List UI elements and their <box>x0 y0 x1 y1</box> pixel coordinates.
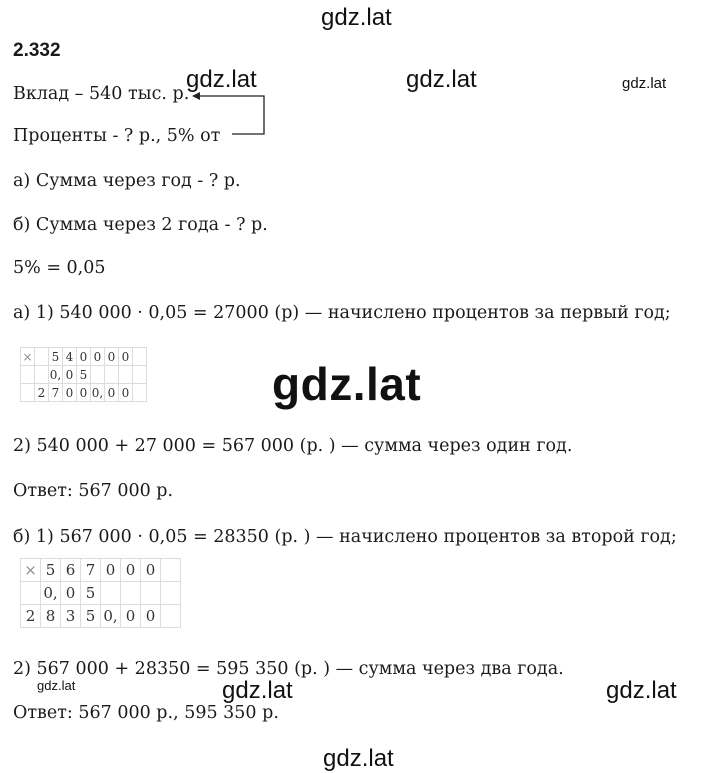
table-cell <box>133 384 147 402</box>
table-cell <box>35 366 49 384</box>
watermark: gdz.lat <box>37 678 76 693</box>
table-cell <box>21 366 35 384</box>
table-cell <box>133 366 147 384</box>
multiplication-table-b <box>20 558 181 628</box>
part-a-answer: Ответ: 567 000 р. <box>13 481 174 501</box>
table-cell: 2 <box>35 384 49 402</box>
table-cell: 0 <box>101 559 121 582</box>
table-cell <box>161 605 181 628</box>
part-b-step1: б) 1) 567 000 · 0,05 = 28350 (р. ) — начислено процентов за второй год; <box>13 527 677 547</box>
table-cell: 7 <box>81 559 101 582</box>
given-interest: Проценты - ? р., 5% от <box>13 126 221 146</box>
table-cell: 0 <box>105 384 119 402</box>
table-cell: 8 <box>41 605 61 628</box>
watermark: gdz.lat <box>606 677 677 704</box>
table-cell: 0 <box>121 605 141 628</box>
table-cell: 5 <box>81 605 101 628</box>
watermark: gdz.lat <box>186 66 257 93</box>
table-cell <box>119 366 133 384</box>
percent-conversion: 5% = 0,05 <box>13 258 106 278</box>
question-b: б) Сумма через 2 года - ? р. <box>13 215 268 235</box>
part-b-answer: Ответ: 567 000 р., 595 350 р. <box>13 703 279 723</box>
table-cell: 0 <box>77 384 91 402</box>
table-cell: 0, <box>91 385 104 400</box>
table-cell <box>141 582 161 605</box>
multiply-sign: × <box>22 349 33 364</box>
watermark: gdz.lat <box>406 66 477 93</box>
table-cell: 4 <box>63 348 77 366</box>
table-cell: 0 <box>77 348 91 366</box>
table-cell: 0 <box>119 384 133 402</box>
multiply-sign: × <box>21 559 41 582</box>
watermark: gdz.lat <box>222 677 293 704</box>
table-cell: 0 <box>121 559 141 582</box>
table-cell <box>105 366 119 384</box>
table-cell: 3 <box>61 605 81 628</box>
table-cell <box>161 559 181 582</box>
table-cell: 0 <box>63 384 77 402</box>
table-cell <box>121 582 141 605</box>
table-cell: 5 <box>49 348 63 366</box>
watermark: gdz.lat <box>622 75 667 92</box>
table-cell: 5 <box>77 366 91 384</box>
part-a-step1: а) 1) 540 000 · 0,05 = 27000 (р) — начислено процентов за первый год; <box>13 303 671 323</box>
table-cell: 6 <box>61 559 81 582</box>
table-cell: 0 <box>91 348 105 366</box>
question-a: а) Сумма через год - ? р. <box>13 171 241 191</box>
table-cell: 0 <box>105 348 119 366</box>
table-cell: 5 <box>41 559 61 582</box>
table-cell: 0, <box>101 605 121 628</box>
table-cell: 0 <box>119 348 133 366</box>
table-cell <box>101 582 121 605</box>
table-cell <box>161 582 181 605</box>
table-cell: 0, <box>49 367 62 382</box>
problem-number: 2.332 <box>13 40 61 61</box>
table-cell: 0 <box>141 559 161 582</box>
table-cell <box>21 384 35 402</box>
table-cell: 0, <box>41 582 61 605</box>
table-cell: 0 <box>63 366 77 384</box>
multiplication-table-a <box>20 347 147 402</box>
table-cell <box>21 582 41 605</box>
watermark: gdz.lat <box>323 745 394 772</box>
table-cell: 7 <box>49 384 63 402</box>
watermark: gdz.lat <box>321 4 392 31</box>
table-cell: 5 <box>81 582 101 605</box>
table-cell: 0 <box>61 582 81 605</box>
table-cell <box>91 366 105 384</box>
watermark-large: gdz.lat <box>272 358 422 410</box>
part-b-step2: 2) 567 000 + 28350 = 595 350 (р. ) — сумма через два года. <box>13 659 564 679</box>
table-cell: 2 <box>21 605 41 628</box>
part-a-step2: 2) 540 000 + 27 000 = 567 000 (р. ) — сумма через один год. <box>13 436 573 456</box>
table-cell <box>35 348 49 366</box>
table-cell <box>133 348 147 366</box>
table-cell: 0 <box>141 605 161 628</box>
given-deposit: Вклад – 540 тыс. р. <box>13 84 190 104</box>
